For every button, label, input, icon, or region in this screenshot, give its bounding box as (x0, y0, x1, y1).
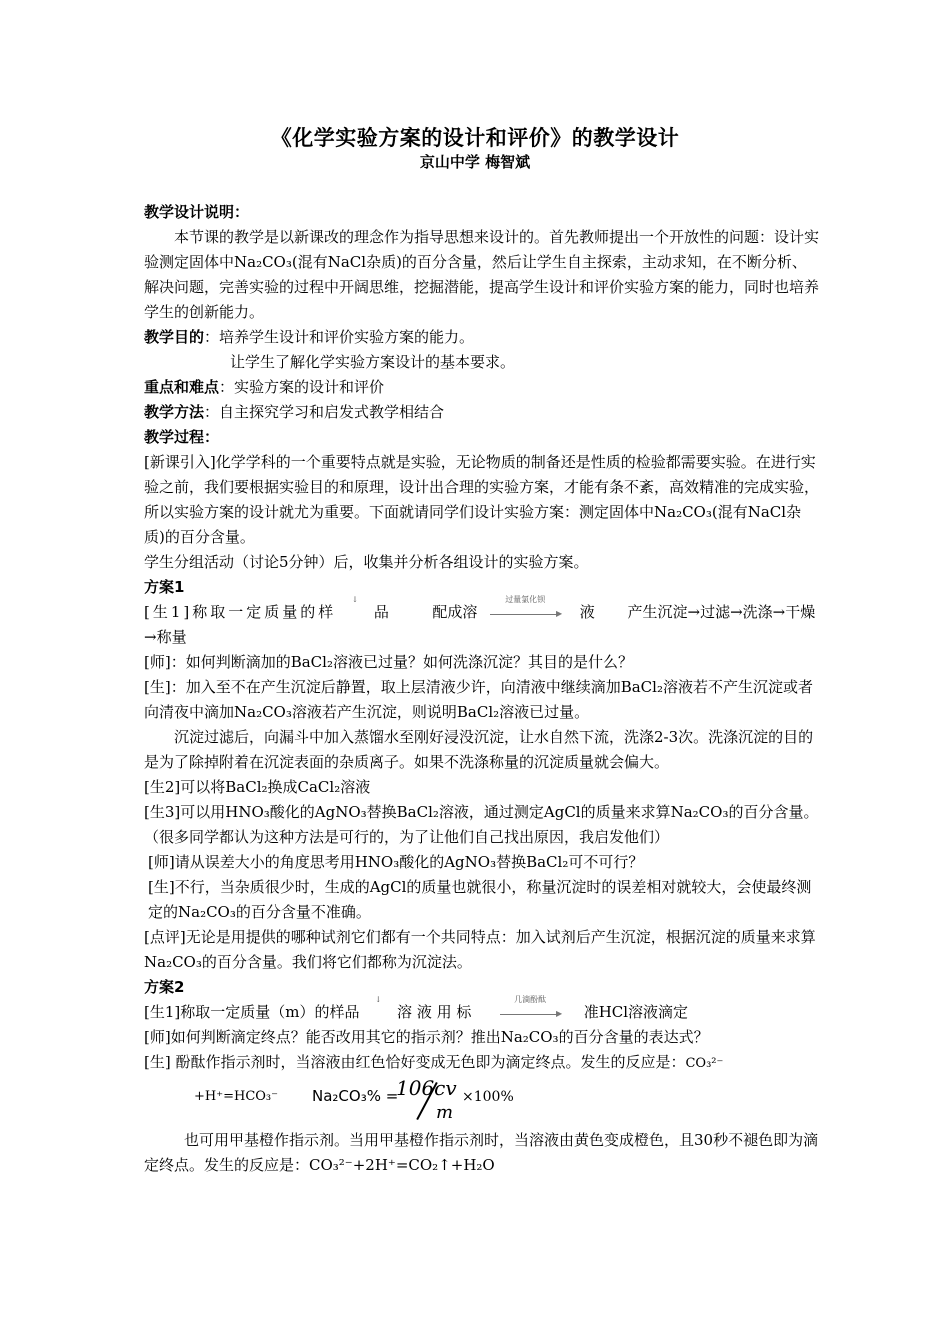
plan2-s1-a: [生1]称取一定质量（m）的样品 (144, 1003, 360, 1021)
plan1-student2: [生2]可以将BaCl₂换成CaCl₂溶液 (144, 778, 371, 796)
plan1-wash: 沉淀过滤后，向漏斗中加入蒸馏水至刚好浸没沉淀，让水自然下流，洗涤2-3次。洗涤沉淀的目的是为了除掉附着在沉淀表面的杂质离子。如果不洗涤称量的沉淀质量就会偏大。 (144, 728, 814, 771)
plan1-teacher2: [师]请从误差大小的角度思考用HNO₃酸化的AgNO₃替换BaCl₂可不可行？ (148, 853, 644, 871)
plan1-s1-a: [生1]称取一定质量的样 (144, 603, 337, 621)
plan2-student3: 也可用甲基橙作指示剂。当用甲基橙作指示剂时，当溶液由黄色变成橙色，且30秒不褪色即为滴定终点。发生的反应是：CO₃²⁻+2H⁺=CO₂↑+H₂O (144, 1131, 819, 1174)
goal-label: 教学目的 (144, 328, 205, 346)
plan2-s1-b: 溶 液 用 标 (397, 1003, 472, 1021)
group-activity: 学生分组活动（讨论5分钟）后，收集并分析各组设计的实验方案。 (144, 553, 589, 571)
reaction-arrow-icon: 过量氯化钡 ▶ (490, 607, 560, 619)
plan1-student1 (144, 595, 820, 650)
formula-left: +H⁺=HCO₃⁻ (194, 1089, 278, 1104)
plan1-s1-e: 产生沉淀→过滤→洗涤→干燥→称量 (144, 603, 816, 646)
goal-2: 让学生了解化学实验方案设计的基本要求。 (230, 353, 516, 371)
down-arrow-icon: ↓ (374, 995, 382, 1004)
plan2-s2-ion: CO₃²⁻ (685, 1056, 724, 1071)
document-body (144, 200, 820, 1178)
formula-tail: ×100% (462, 1089, 514, 1105)
plan1-student-answer: [生]：加入至不在产生沉淀后静置，取上层清液少许，向清液中继续滴加BaCl₂溶液若不产生沉淀或者向清夜中滴加Na₂CO₃溶液若产生沉淀，则说明BaCl₂溶液已过量。 (144, 678, 813, 721)
plan2-teacher1: [师]如何判断滴定终点？能否改用其它的指示剂？推出Na₂CO₃的百分含量的表达式？ (144, 1028, 709, 1046)
document-title: 《化学实验方案的设计和评价》的教学设计 (270, 126, 680, 150)
intro-paragraph: [新课引入]化学学科的一个重要特点就是实验，无论物质的制备还是性质的检验都需要实验。在进行实验之前，我们要根据实验目的和原理，设计出合理的实验方案，才能有条不紊，高效精准的完成实验，所以实验方案的设计就尤为重要。下面就请同学们设计实验方案：测定固体中Na₂CO₃(混有NaCl杂质)的百分含量。 (144, 453, 820, 546)
key-text: ：实验方案的设计和评价 (219, 378, 385, 396)
plan1-comment: [点评]无论是用提供的哪种试剂它们都有一个共同特点：加入试剂后产生沉淀，根据沉淀的质量来求算Na₂CO₃的百分含量。我们将它们都称为沉淀法。 (144, 928, 816, 971)
plan2-s2-text: [生] 酚酞作指示剂时，当溶液由红色恰好变成无色即为滴定终点。发生的反应是： (144, 1053, 686, 1071)
plan1-teacher1: [师]：如何判断滴加的BaCl₂溶液已过量？如何洗涤沉淀？其目的是什么？ (144, 653, 633, 671)
key-line (144, 375, 820, 400)
formula-numerator: 106cv (396, 1076, 457, 1100)
process-heading: 教学过程： (144, 428, 220, 446)
method-text: ：自主探究学习和启发式教学相结合 (204, 403, 445, 421)
plan1-heading: 方案1 (144, 578, 185, 596)
plan1-note: （很多同学都认为这种方法是可行的，为了让他们自己找出原因，我启发他们） (144, 828, 670, 846)
plan2-student1 (144, 995, 820, 1025)
goal-1: ：培养学生设计和评价实验方案的能力。 (204, 328, 475, 346)
plan2-heading: 方案2 (144, 978, 185, 996)
goal-line (144, 325, 820, 350)
plan2-student2 (144, 1050, 820, 1076)
design-note-text: 本节课的教学是以新课改的理念作为指导思想来设计的。首先教师提出一个开放性的问题：设计实验测定固体中Na₂CO₃(混有NaCl杂质)的百分含量，然后让学生自主探索，主动求知，在不断分析、解决问题，完善实验的过程中开阔思维，挖掘潜能，提高学生设计和评价实验方案的能力，同时也培养学生的创新能力。 (144, 228, 820, 321)
percent-formula (144, 1076, 820, 1128)
plan2-s1-c: 准HCl溶液滴定 (583, 1003, 689, 1021)
formula-label: Na₂CO₃% = (312, 1087, 399, 1105)
plan1-s1-d: 液 (579, 603, 595, 621)
plan1-s1-b: 品 (373, 603, 389, 621)
formula-denominator: m (436, 1102, 454, 1123)
plan1-student3: [生3]可以用HNO₃酸化的AgNO₃替换BaCl₂溶液，通过测定AgCl的质量来求算Na₂CO₃的百分含量。 (144, 803, 819, 821)
plan1-s1-c: 配成溶 (432, 603, 478, 621)
reaction-arrow-icon: 几滴酚酞 ▶ (500, 1007, 560, 1019)
method-line (144, 400, 820, 425)
design-note-heading: 教学设计说明： (144, 203, 250, 221)
method-label: 教学方法 (144, 403, 205, 421)
plan1-student4: [生]不行，当杂质很少时，生成的AgCl的质量也就很小，称量沉淀时的误差相对就较大，会使最终测定的Na₂CO₃的百分含量不准确。 (148, 878, 812, 921)
down-arrow-icon: ↓ (351, 595, 359, 604)
key-label: 重点和难点 (144, 378, 220, 396)
author-line: 京山中学 梅智斌 (419, 153, 531, 171)
